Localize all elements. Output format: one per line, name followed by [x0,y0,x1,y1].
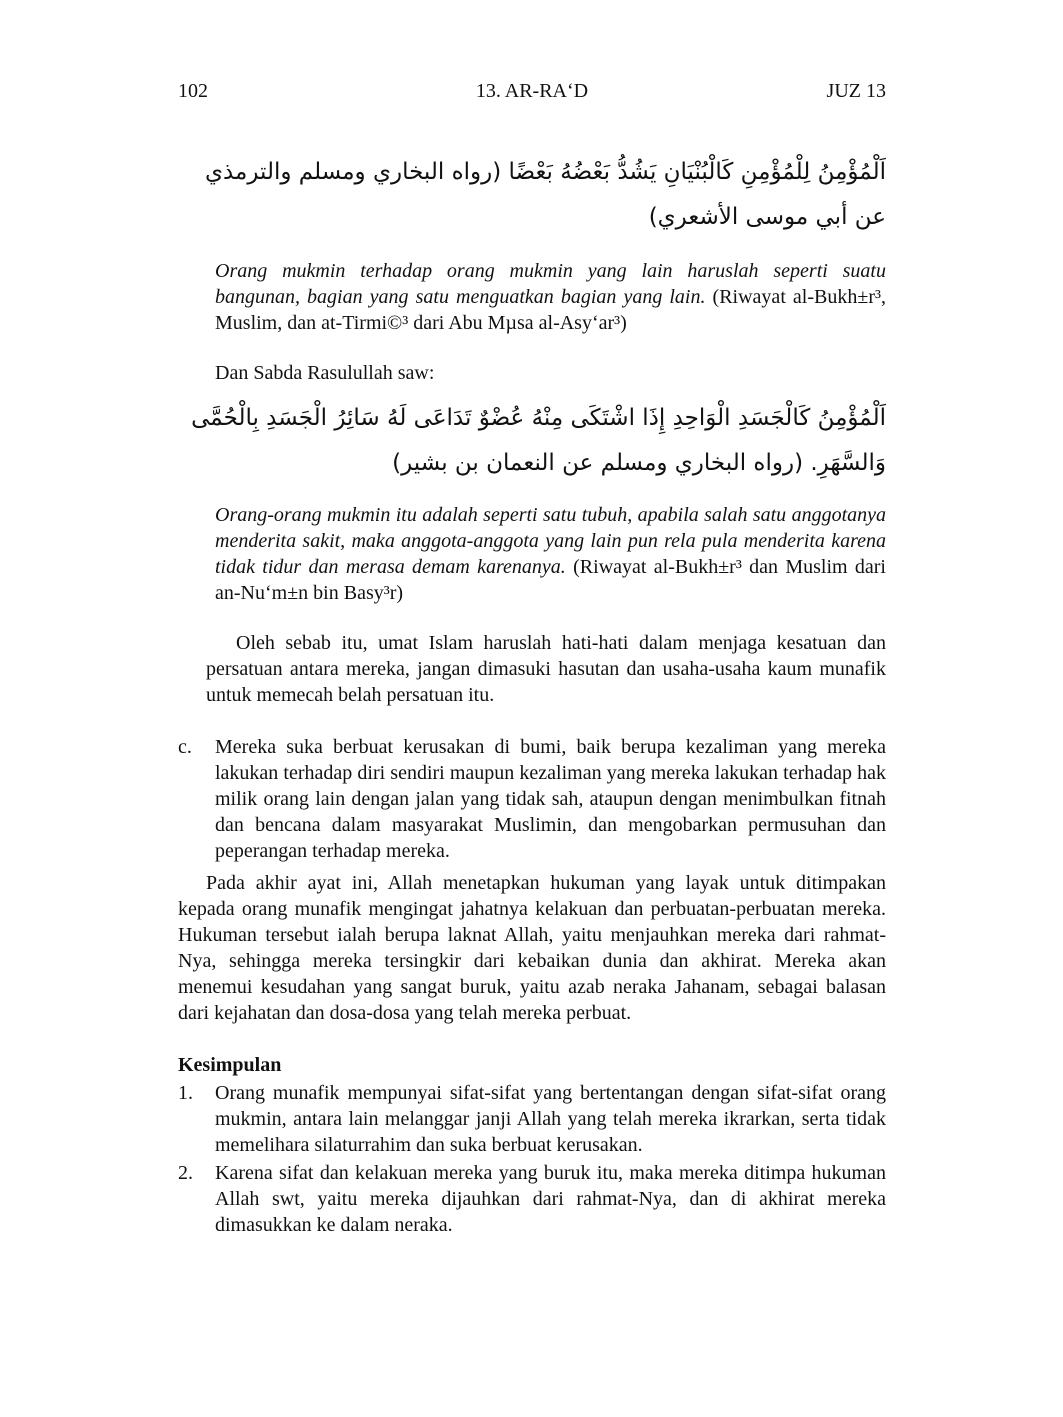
kesimpulan-item-1-number: 1. [178,1082,193,1104]
kesimpulan-item-1-text: Orang munafik mempunyai sifat-sifat yang bertentangan dengan sifat-sifat orang mukmin, antara lain melanggar janji Allah yang telah mereka ikrarkan, serta tidak memelihara silaturrahim dan suka berbuat kerusakan. [215,1082,886,1156]
hadith-2-intro: Dan Sabda Rasulullah saw: [215,362,435,384]
hadith-1-translation [215,258,886,336]
page-body [178,150,886,1238]
hadith-1-translation-text: Orang mukmin terhadap orang mukmin yang lain haruslah seperti suatu bangunan, bagian yang satu menguatkan bagian yang lain. [215,260,886,308]
kesimpulan-item-1 [178,1080,886,1158]
hadith-2-translation [215,502,886,606]
hadith-2-source: (Riwayat al-Bukh±r³ dan Muslim dari an-Nu‘m±n bin Basy³r) [215,556,886,604]
kesimpulan-item-2-number: 2. [178,1162,193,1184]
chapter-title: 13. AR-RA‘D [475,80,589,102]
juz-label: JUZ 13 [826,80,886,102]
list-item-c-marker: c. [178,736,192,758]
hadith-1-source: (Riwayat al-Bukh±r³, Muslim, dan at-Tirmi©³ dari Abu Mµsa al-Asy‘ar³) [215,286,886,334]
hadith-1-arabic: اَلْمُؤْمِنُ لِلْمُؤْمِنِ كَالْبُنْيَانِ يَشُدُّ بَعْضُهُ بَعْضًا (رواه البخاري ومسلم والترمذي عن أبي موسى الأشعري) [204,159,886,230]
page-header [178,78,886,104]
hadith-2-translation-text: Orang-orang mukmin itu adalah seperti satu tubuh, apabila salah satu anggotanya menderita sakit, maka anggota-anggota yang lain pun rela pula menderita karena tidak tidur dan merasa demam karenanya. [215,504,886,578]
kesimpulan-item-2 [178,1160,886,1238]
paragraph-pada-akhir: Pada akhir ayat ini, Allah menetapkan hukuman yang layak untuk ditimpakan kepada orang munafik mengingat jahatnya kelakuan dan perbuatan-perbuatan mereka. Hukuman tersebut ialah berupa laknat Allah, yaitu menjauhkan mereka dari rahmat-Nya, sehingga mereka tersingkir dari kebaikan dunia dan akhirat. Mereka akan menemui kesudahan yang sangat buruk, yaitu azab neraka Jahanam, sebagai balasan dari kejahatan dan dosa-dosa yang telah mereka perbuat. [178,872,886,1024]
list-item-c [178,734,886,864]
page-number: 102 [178,80,208,102]
kesimpulan-heading: Kesimpulan [178,1054,282,1076]
kesimpulan-item-2-text: Karena sifat dan kelakuan mereka yang buruk itu, maka mereka ditimpa hukuman Allah swt, yaitu mereka dijauhkan dari rahmat-Nya, dan di akhirat mereka dimasukkan ke dalam neraka. [215,1162,886,1236]
list-item-c-text: Mereka suka berbuat kerusakan di bumi, baik berupa kezaliman yang mereka lakukan terhadap diri sendiri maupun kezaliman yang mereka lakukan terhadap hak milik orang lain dengan jalan yang tidak sah, ataupun dengan menimbulkan fitnah dan bencana dalam masyarakat Muslimin, dan mengobarkan permusuhan dan peperangan terhadap mereka. [215,736,886,862]
hadith-2-arabic: اَلْمُؤْمِنُ كَالْجَسَدِ الْوَاحِدِ إِذَا اشْتَكَى مِنْهُ عُضْوٌ تَدَاعَى لَهُ سَائِرُ الْجَسَدِ بِالْحُمَّى وَالسَّهَرِ. (رواه البخاري ومسلم عن النعمان بن بشير) [191,405,886,476]
paragraph-oleh-sebab: Oleh sebab itu, umat Islam haruslah hati-hati dalam menjaga kesatuan dan persatuan antara mereka, jangan dimasuki hasutan dan usaha-usaha kaum munafik untuk memecah belah persatuan itu. [206,632,886,706]
